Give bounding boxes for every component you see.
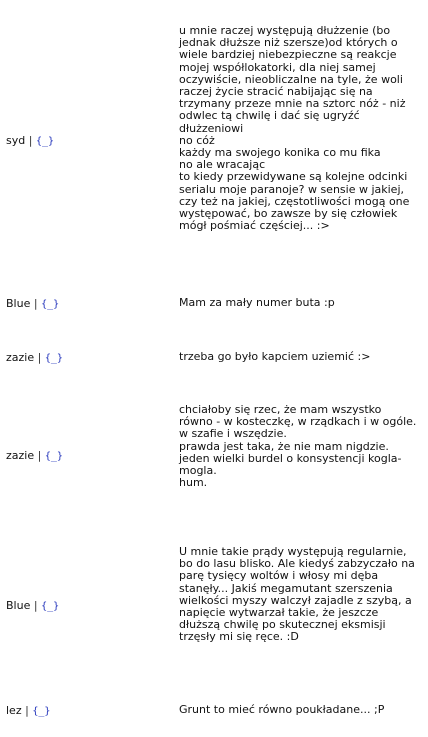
comment-text: U mnie takie prądy występują regularnie, bo do lasu blisko. Ale kiedyś zabzyczało na parę tysięcy woltów i włosy mi dęba stanęły... Jakiś megamutant szerszenia wielkości myszy walczył zajadle z szybą, a napięcie wytwarzał takie, że jeszcze dłuższą chwilę po skutecznej eksmisji trzęsły mi się ręce. :D <box>179 545 415 644</box>
comment-author-row <box>6 297 59 311</box>
author-name: Blue <box>6 297 31 310</box>
comment-text: Grunt to mieć równo poukładane... ;P <box>179 703 385 716</box>
comment-author-row <box>6 449 63 463</box>
author-separator: | <box>33 599 38 612</box>
comment-permalink[interactable]: {_} <box>41 299 60 310</box>
comment-text: Mam za mały numer buta :p <box>179 296 335 309</box>
author-name: syd <box>6 134 26 147</box>
comment-text: trzeba go było kapciem uziemić :> <box>179 350 371 363</box>
author-separator: | <box>37 351 42 364</box>
comment-permalink[interactable]: {_} <box>32 706 51 717</box>
author-separator: | <box>37 449 42 462</box>
author-separator: | <box>33 297 38 310</box>
comment-author-row <box>6 351 63 365</box>
author-separator: | <box>25 704 29 717</box>
author-name: zazie <box>6 351 35 364</box>
author-separator: | <box>28 134 33 147</box>
author-name: zazie <box>6 449 35 462</box>
comment-permalink[interactable]: {_} <box>44 451 63 462</box>
comment-author-row <box>6 704 50 718</box>
comment-text: u mnie raczej występują dłużzenie (bo jednak dłuższe niż szersze)od których o wiele bardziej niebezpieczne są reakcje mojej współlokatorki, dla niej samej oczywiście, nieobliczalne na tyle, że woli raczej życie stracić nabijając się na trzymany przeze mnie na sztorc nóż - niż odwlec tą chwilę i dać się ugryźć dłużzeniowi no cóż każdy ma swojego konika co mu fika no ale wracając to kiedy przewidywane są kolejne odcinki serialu moje paranoje? w sensie w jakiej, czy też na jakiej, częstotliwości mogą one występować, bo zawsze by się człowiek mógł pośmiać częściej... :> <box>179 24 410 233</box>
comment-author-row <box>6 599 59 613</box>
comment-permalink[interactable]: {_} <box>41 601 60 612</box>
author-name: lez <box>6 704 22 717</box>
comment-author-row <box>6 134 54 148</box>
author-name: Blue <box>6 599 31 612</box>
comment-permalink[interactable]: {_} <box>44 353 63 364</box>
comment-permalink[interactable]: {_} <box>35 136 55 147</box>
comment-text: chciałoby się rzec, że mam wszystko równo - w kosteczkę, w rządkach i w ogóle. w szafie i wszędzie. prawda jest taka, że nie mam nigdzie. jeden wielki burdel o konsystencji kogla-mogla. hum. <box>179 403 417 490</box>
